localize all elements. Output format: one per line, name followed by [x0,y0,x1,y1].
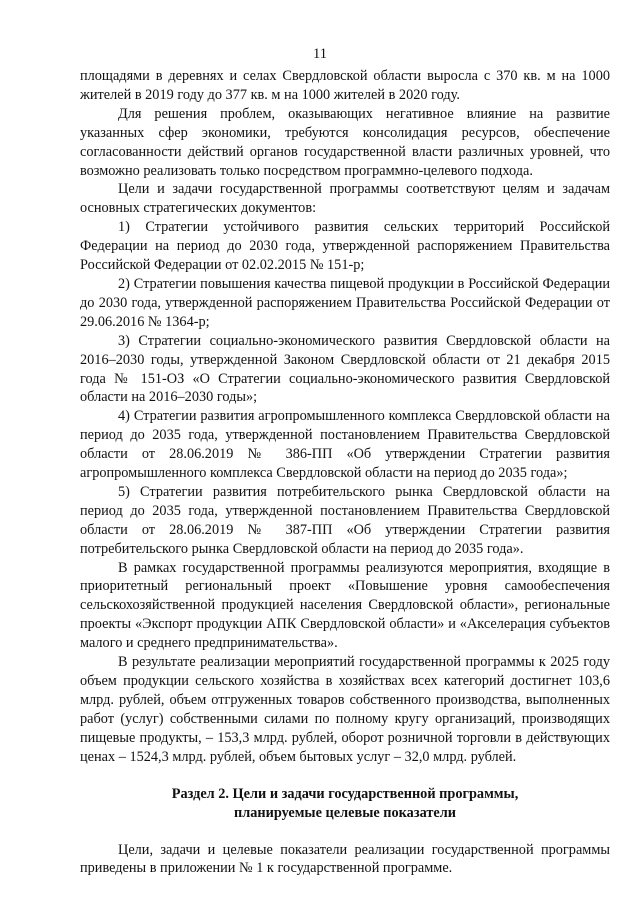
section-heading-line-1: Раздел 2. Цели и задачи государственной программы, [171,785,519,802]
list-item-strategy-3: 3) Стратегии социально-экономического развития Свердловской области на 2016–2030 годы, утвержденной Законом Свердловской области от 21 декабря 2015 года № 151-ОЗ «О Стратегии социально-экономического развития Свердловской области на 2016–2030 годы»; [80,332,610,406]
paragraph-continuation: площадями в деревнях и селах Свердловской области выросла с 370 кв. м на 1000 жителей в 2019 году до 377 кв. м на 1000 жителей в 2020 году. [80,68,610,103]
paragraph-projects: В рамках государственной программы реализуются мероприятия, входящие в приоритетный региональный проект «Повышение уровня самообеспечения сельскохозяйственной продукцией населения Свердловской области», региональные проекты «Экспорт продукции АПК Свердловской области» и «Акселерация субъектов малого и среднего предпринимательства». [80,559,610,652]
list-item-strategy-5: 5) Стратегии развития потребительского рынка Свердловской области на период до 2035 года, утвержденной постановлением Правительства Свердловской области от 28.06.2019 № 387-ПП «Об утверждении Стратегии развития потребительского рынка Свердловской области на период до 2035 года». [80,483,610,557]
document-body [80,67,610,878]
paragraph-results: В результате реализации мероприятий государственной программы к 2025 году объем продукции сельского хозяйства в хозяйствах всех категорий достигнет 103,6 млрд. рублей, объем отгруженных товаров собственного производства, выполненных работ (услуг) собственными силами по полному кругу организаций, производящих пищевые продукты, – 153,3 млрд. рублей, оборот розничной торговли в действующих ценах – 1524,3 млрд. рублей, объем бытовых услуг – 32,0 млрд. рублей. [80,654,610,765]
page-number: 11 [313,46,327,62]
section-heading [80,785,610,823]
list-item-strategy-1: 1) Стратегии устойчивого развития сельских территорий Российской Федерации на период до 2030 года, утвержденной распоряжением Правительства Российской Федерации от 02.02.2015 № 151-р; [80,219,610,274]
paragraph-goals-intro: Цели и задачи государственной программы соответствуют целям и задачам основных стратегических документов: [80,181,610,217]
list-item-strategy-2: 2) Стратегии повышения качества пищевой продукции в Российской Федерации до 2030 года, утвержденной распоряжением Правительства Российской Федерации от 29.06.2016 № 1364-р; [80,275,610,330]
section-heading-line-2: планируемые целевые показатели [234,804,456,821]
list-item-strategy-4: 4) Стратегии развития агропромышленного комплекса Свердловской области на период до 2035 года, утвержденной постановлением Правительства Свердловской области от 28.06.2019 № 386-ПП «Об утверждении Стратегии развития агропромышленного комплекса Свердловской области на период до 2035 года»; [80,408,610,482]
paragraph-indicators: Цели, задачи и целевые показатели реализации государственной программы приведены в приложении № 1 к государственной программе. [80,841,610,877]
paragraph-problems: Для решения проблем, оказывающих негативное влияние на развитие указанных сфер экономики, требуются консолидация ресурсов, обеспечение согласованности действий органов государственной власти различных уровней, что возможно реализовать только посредством программно-целевого подхода. [80,105,610,179]
